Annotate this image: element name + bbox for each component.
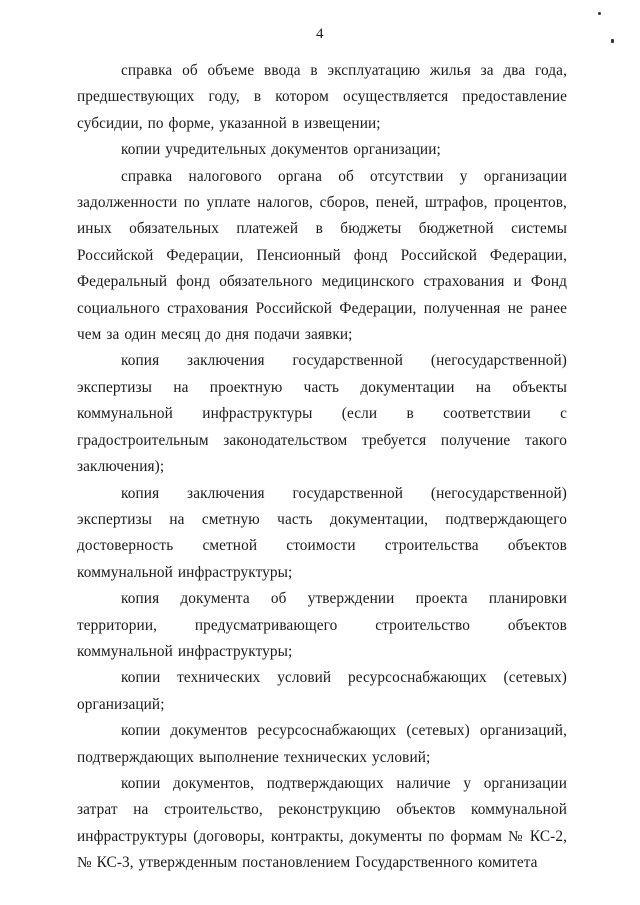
- paragraph-conditions-fulfillment: копии документов ресурсоснабжающих (сетевых) организаций, подтверждающих выполнение технических условий;: [77, 722, 567, 766]
- scan-mark: [611, 39, 614, 43]
- paragraph-technical-conditions: копии технических условий ресурсоснабжающих (сетевых) организаций;: [77, 669, 567, 713]
- paragraph-tax-certificate: справка налогового органа об отсутствии у организации задолженности по уплате налогов, сборов, пеней, штрафов, процентов, иных обязательных платежей в бюджеты бюджетной системы Российской Федерации, Пенсионный фонд Российской Федерации, Федеральный фонд обязательного медицинского страхования и Фонд социального страхования Российской Федерации, полученная не ранее чем за один месяц до дня подачи заявки;: [77, 167, 567, 344]
- paragraph-planning-project: копия документа об утверждении проекта планировки территории, предусматривающего строительство объектов коммунальной инфраструктуры;: [77, 590, 567, 660]
- document-body: [77, 58, 567, 877]
- scan-mark: [598, 12, 601, 15]
- page-number: 4: [316, 26, 324, 42]
- paragraph-construction-costs: копии документов, подтверждающих наличие у организации затрат на строительство, реконструкцию объектов коммунальной инфраструктуры (договоры, контракты, документы по формам № КС-2, № КС-3, утвержденным постановлением Государственного комитета: [77, 774, 567, 872]
- paragraph-design-expertise: копия заключения государственной (негосударственной) экспертизы на проектную часть документации на объекты коммунальной инфраструктуры (если в соответствии с градостроительным законодательством требуется получение такого заключения);: [77, 352, 567, 476]
- paragraph-housing-certificate: справка об объеме ввода в эксплуатацию жилья за два года, предшествующих году, в котором осуществляется предоставление субсидии, по форме, указанной в извещении;: [77, 62, 567, 132]
- paragraph-founding-documents: копии учредительных документов организации;: [121, 141, 441, 159]
- paragraph-estimate-expertise: копия заключения государственной (негосударственной) экспертизы на сметную часть документации, подтверждающего достоверность сметной стоимости строительства объектов коммунальной инфраструктуры;: [77, 484, 567, 581]
